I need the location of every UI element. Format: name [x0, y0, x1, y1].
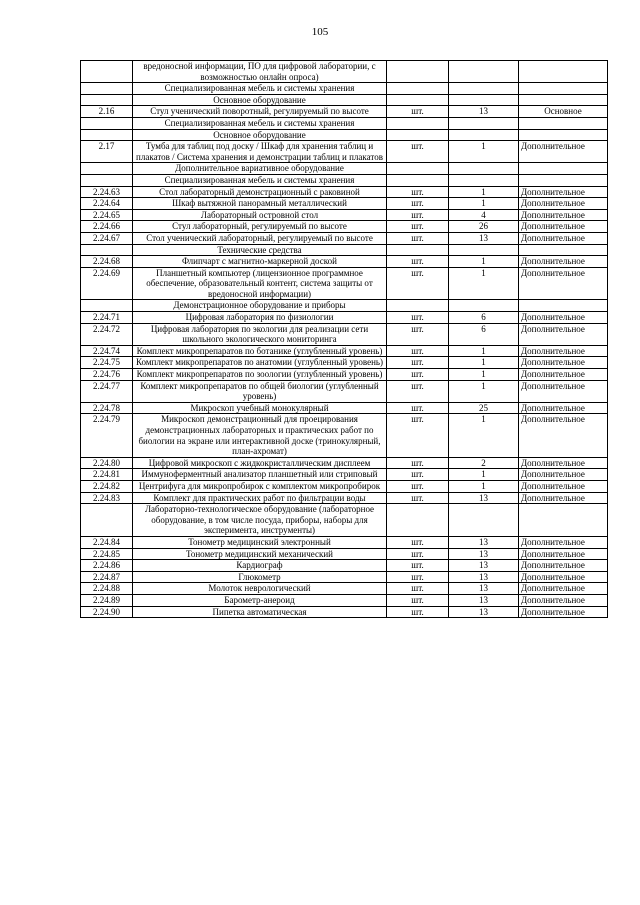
item-name: Тонометр медицинский механический [133, 548, 387, 560]
item-name: Комплект для практических работ по фильтрации воды [133, 492, 387, 504]
table-row [81, 61, 608, 83]
section-title: Специализированная мебель и системы хранения [133, 174, 387, 186]
item-quantity: 2 [449, 457, 519, 469]
item-type: Дополнительное [519, 606, 608, 618]
item-type: Дополнительное [519, 414, 608, 457]
item-quantity: 13 [449, 492, 519, 504]
section-empty-cell [519, 94, 608, 106]
item-type: Дополнительное [519, 323, 608, 345]
item-quantity: 1 [449, 256, 519, 268]
item-name: Микроскоп демонстрационный для проецирования демонстрационных лабораторных и практических работ по биологии на экране или интерактивной доске (тринокулярный, план-ахромат) [133, 414, 387, 457]
table-row [81, 186, 608, 198]
item-number: 2.24.77 [81, 380, 133, 402]
item-name: Шкаф вытяжной панорамный металлический [133, 198, 387, 210]
section-empty-cell [387, 300, 449, 312]
item-name: Стул ученический поворотный, регулируемый по высоте [133, 106, 387, 118]
table-row [81, 469, 608, 481]
item-number: 2.24.84 [81, 536, 133, 548]
item-quantity: 1 [449, 357, 519, 369]
section-empty-cell [387, 117, 449, 129]
section-row [81, 94, 608, 106]
item-name: Кардиограф [133, 560, 387, 572]
item-quantity: 1 [449, 469, 519, 481]
table-row [81, 583, 608, 595]
item-name: Комплект микропрепаратов по общей биологии (углубленный уровень) [133, 380, 387, 402]
item-name: Комплект микропрепаратов по анатомии (углубленный уровень) [133, 357, 387, 369]
item-type: Дополнительное [519, 312, 608, 324]
item-type: Дополнительное [519, 369, 608, 381]
item-number: 2.24.90 [81, 606, 133, 618]
section-row [81, 163, 608, 175]
item-name: Пипетка автоматическая [133, 606, 387, 618]
table-row [81, 536, 608, 548]
item-unit: шт. [387, 106, 449, 118]
item-number: 2.24.89 [81, 594, 133, 606]
section-empty-cell [449, 94, 519, 106]
table-row [81, 571, 608, 583]
item-unit: шт. [387, 606, 449, 618]
item-quantity: 1 [449, 380, 519, 402]
item-unit: шт. [387, 548, 449, 560]
item-quantity: 25 [449, 402, 519, 414]
table-row [81, 141, 608, 163]
item-unit: шт. [387, 414, 449, 457]
item-name: Центрифуга для микропробирок с комплектом микропробирок [133, 480, 387, 492]
item-unit: шт. [387, 141, 449, 163]
section-num-cell [81, 117, 133, 129]
item-name: Микроскоп учебный монокулярный [133, 402, 387, 414]
item-type: Дополнительное [519, 267, 608, 300]
section-empty-cell [449, 163, 519, 175]
item-unit: шт. [387, 583, 449, 595]
section-empty-cell [519, 244, 608, 256]
item-name: Цифровой микроскоп с жидкокристаллическим дисплеем [133, 457, 387, 469]
item-unit: шт. [387, 594, 449, 606]
table-row [81, 198, 608, 210]
section-row [81, 117, 608, 129]
item-unit: шт. [387, 198, 449, 210]
item-unit: шт. [387, 369, 449, 381]
item-unit: шт. [387, 312, 449, 324]
item-name: Стул лабораторный, регулируемый по высоте [133, 221, 387, 233]
table-row [81, 357, 608, 369]
section-empty-cell [449, 83, 519, 95]
item-quantity: 1 [449, 267, 519, 300]
table-row [81, 369, 608, 381]
section-empty-cell [387, 83, 449, 95]
item-number: 2.24.67 [81, 232, 133, 244]
item-quantity [449, 61, 519, 83]
section-empty-cell [519, 300, 608, 312]
item-name: Лабораторный островной стол [133, 209, 387, 221]
table-row [81, 312, 608, 324]
item-name: Комплект микропрепаратов по ботанике (углубленный уровень) [133, 345, 387, 357]
item-type: Дополнительное [519, 402, 608, 414]
item-number: 2.24.81 [81, 469, 133, 481]
table-row [81, 548, 608, 560]
section-num-cell [81, 300, 133, 312]
item-unit: шт. [387, 232, 449, 244]
item-name: Молоток неврологический [133, 583, 387, 595]
item-type: Дополнительное [519, 560, 608, 572]
item-quantity: 26 [449, 221, 519, 233]
section-row [81, 129, 608, 141]
section-empty-cell [387, 129, 449, 141]
item-type: Дополнительное [519, 536, 608, 548]
item-name: Тумба для таблиц под доску / Шкаф для хранения таблиц и плакатов / Система хранения и демонстрации таблиц и плакатов [133, 141, 387, 163]
table-row [81, 209, 608, 221]
section-num-cell [81, 129, 133, 141]
item-unit: шт. [387, 571, 449, 583]
item-unit: шт. [387, 469, 449, 481]
item-number [81, 61, 133, 83]
item-type: Дополнительное [519, 380, 608, 402]
item-unit: шт. [387, 357, 449, 369]
section-title: Специализированная мебель и системы хранения [133, 117, 387, 129]
item-type [519, 61, 608, 83]
item-unit: шт. [387, 267, 449, 300]
section-num-cell [81, 94, 133, 106]
section-empty-cell [449, 129, 519, 141]
item-unit: шт. [387, 209, 449, 221]
section-empty-cell [519, 83, 608, 95]
table-row [81, 345, 608, 357]
table-row [81, 106, 608, 118]
item-number: 2.17 [81, 141, 133, 163]
table-row [81, 380, 608, 402]
section-empty-cell [449, 117, 519, 129]
section-title: Специализированная мебель и системы хранения [133, 83, 387, 95]
item-number: 2.24.71 [81, 312, 133, 324]
section-title: Демонстрационное оборудование и приборы [133, 300, 387, 312]
section-row [81, 174, 608, 186]
item-type: Дополнительное [519, 186, 608, 198]
section-empty-cell [387, 94, 449, 106]
item-number: 2.24.69 [81, 267, 133, 300]
item-unit: шт. [387, 492, 449, 504]
item-quantity: 6 [449, 323, 519, 345]
item-quantity: 4 [449, 209, 519, 221]
item-unit: шт. [387, 221, 449, 233]
item-type: Основное [519, 106, 608, 118]
item-type: Дополнительное [519, 548, 608, 560]
section-title: Основное оборудование [133, 129, 387, 141]
section-row [81, 504, 608, 537]
item-unit: шт. [387, 345, 449, 357]
item-name: Цифровая лаборатория по физиологии [133, 312, 387, 324]
section-empty-cell [387, 163, 449, 175]
item-number: 2.24.86 [81, 560, 133, 572]
section-title: Лабораторно-технологическое оборудование (лабораторное оборудование, в том числе посуда, приборы, наборы для эксперимента, инструменты) [133, 504, 387, 537]
section-num-cell [81, 244, 133, 256]
item-name: Планшетный компьютер (лицензионное программное обеспечение, образовательный контент, система защиты от вредоносной информации) [133, 267, 387, 300]
item-type: Дополнительное [519, 492, 608, 504]
item-quantity: 1 [449, 141, 519, 163]
section-title: Технические средства [133, 244, 387, 256]
item-number: 2.24.68 [81, 256, 133, 268]
section-empty-cell [519, 174, 608, 186]
item-number: 2.24.65 [81, 209, 133, 221]
section-empty-cell [387, 244, 449, 256]
table-row [81, 457, 608, 469]
section-empty-cell [519, 129, 608, 141]
section-empty-cell [519, 163, 608, 175]
item-quantity: 13 [449, 583, 519, 595]
table-row [81, 402, 608, 414]
item-number: 2.16 [81, 106, 133, 118]
table-row [81, 256, 608, 268]
section-num-cell [81, 163, 133, 175]
item-number: 2.24.66 [81, 221, 133, 233]
item-number: 2.24.63 [81, 186, 133, 198]
section-empty-cell [519, 117, 608, 129]
item-number: 2.24.75 [81, 357, 133, 369]
item-type: Дополнительное [519, 256, 608, 268]
item-quantity: 1 [449, 198, 519, 210]
item-type: Дополнительное [519, 480, 608, 492]
item-unit: шт. [387, 402, 449, 414]
section-num-cell [81, 174, 133, 186]
item-quantity: 1 [449, 186, 519, 198]
section-empty-cell [519, 504, 608, 537]
item-number: 2.24.85 [81, 548, 133, 560]
item-quantity: 1 [449, 369, 519, 381]
item-type: Дополнительное [519, 469, 608, 481]
item-quantity: 1 [449, 345, 519, 357]
section-num-cell [81, 83, 133, 95]
item-number: 2.24.78 [81, 402, 133, 414]
item-name: Барометр-анероид [133, 594, 387, 606]
item-name: Глюкометр [133, 571, 387, 583]
item-name: Тонометр медицинский электронный [133, 536, 387, 548]
item-name: Иммуноферментный анализатор планшетный или стриповый [133, 469, 387, 481]
section-empty-cell [449, 300, 519, 312]
item-name: Стол ученический лабораторный, регулируемый по высоте [133, 232, 387, 244]
item-type: Дополнительное [519, 141, 608, 163]
item-type: Дополнительное [519, 345, 608, 357]
item-type: Дополнительное [519, 232, 608, 244]
item-number: 2.24.80 [81, 457, 133, 469]
item-number: 2.24.83 [81, 492, 133, 504]
item-quantity: 6 [449, 312, 519, 324]
item-number: 2.24.79 [81, 414, 133, 457]
section-row [81, 244, 608, 256]
section-empty-cell [387, 174, 449, 186]
item-unit: шт. [387, 480, 449, 492]
item-unit [387, 61, 449, 83]
section-empty-cell [449, 174, 519, 186]
item-number: 2.24.87 [81, 571, 133, 583]
table-row [81, 414, 608, 457]
item-type: Дополнительное [519, 357, 608, 369]
section-num-cell [81, 504, 133, 537]
item-unit: шт. [387, 380, 449, 402]
table-row [81, 606, 608, 618]
section-empty-cell [449, 244, 519, 256]
item-quantity: 13 [449, 571, 519, 583]
item-unit: шт. [387, 457, 449, 469]
item-type: Дополнительное [519, 583, 608, 595]
table-row [81, 560, 608, 572]
item-type: Дополнительное [519, 198, 608, 210]
item-number: 2.24.88 [81, 583, 133, 595]
item-unit: шт. [387, 323, 449, 345]
item-quantity: 13 [449, 594, 519, 606]
item-type: Дополнительное [519, 457, 608, 469]
item-name: Комплект микропрепаратов по зоологии (углубленный уровень) [133, 369, 387, 381]
table-row [81, 221, 608, 233]
item-quantity: 13 [449, 548, 519, 560]
section-empty-cell [387, 504, 449, 537]
item-name: Цифровая лаборатория по экологии для реализации сети школьного экологического мониторинга [133, 323, 387, 345]
table-row [81, 232, 608, 244]
section-title: Основное оборудование [133, 94, 387, 106]
page-number: 105 [311, 26, 329, 38]
item-name: Стол лабораторный демонстрационный с раковиной [133, 186, 387, 198]
item-unit: шт. [387, 256, 449, 268]
item-quantity: 1 [449, 414, 519, 457]
item-name: вредоносной информации, ПО для цифровой лаборатории, с возможностью онлайн опроса) [133, 61, 387, 83]
section-row [81, 300, 608, 312]
item-name: Флипчарт с магнитно-маркерной доской [133, 256, 387, 268]
item-type: Дополнительное [519, 221, 608, 233]
item-quantity: 13 [449, 536, 519, 548]
section-title: Дополнительное вариативное оборудование [133, 163, 387, 175]
table-row [81, 480, 608, 492]
item-unit: шт. [387, 536, 449, 548]
item-number: 2.24.74 [81, 345, 133, 357]
item-number: 2.24.64 [81, 198, 133, 210]
item-unit: шт. [387, 560, 449, 572]
table-row [81, 594, 608, 606]
equipment-table [80, 60, 608, 618]
item-quantity: 13 [449, 560, 519, 572]
item-number: 2.24.72 [81, 323, 133, 345]
item-unit: шт. [387, 186, 449, 198]
item-quantity: 1 [449, 480, 519, 492]
item-quantity: 13 [449, 232, 519, 244]
item-quantity: 13 [449, 106, 519, 118]
item-type: Дополнительное [519, 209, 608, 221]
item-number: 2.24.76 [81, 369, 133, 381]
section-empty-cell [449, 504, 519, 537]
section-row [81, 83, 608, 95]
table-row [81, 267, 608, 300]
table-row [81, 323, 608, 345]
item-type: Дополнительное [519, 571, 608, 583]
item-number: 2.24.82 [81, 480, 133, 492]
item-quantity: 13 [449, 606, 519, 618]
item-type: Дополнительное [519, 594, 608, 606]
table-row [81, 492, 608, 504]
